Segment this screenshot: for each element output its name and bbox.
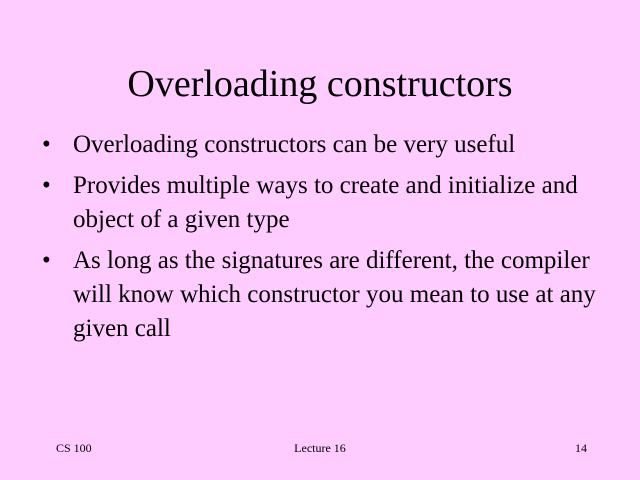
footer-page-number: 14 bbox=[575, 441, 587, 455]
bullet-item bbox=[42, 169, 602, 237]
bullet-item bbox=[42, 244, 602, 346]
footer-course: CS 100 bbox=[56, 441, 92, 455]
bullet-text: Overloading constructors can be very useful bbox=[73, 131, 516, 158]
bullet-text: As long as the signatures are different, the compiler will know which constructor you mean to use at any given call bbox=[73, 247, 596, 342]
bullet-marker: • bbox=[42, 172, 51, 199]
bullet-item bbox=[42, 128, 602, 162]
footer-lecture: Lecture 16 bbox=[294, 441, 346, 455]
bullet-text: Provides multiple ways to create and initialize and object of a given type bbox=[73, 172, 578, 233]
bullet-marker: • bbox=[42, 247, 51, 274]
bullet-list bbox=[42, 128, 602, 353]
bullet-marker: • bbox=[42, 131, 51, 158]
slide-title: Overloading constructors bbox=[127, 63, 513, 105]
